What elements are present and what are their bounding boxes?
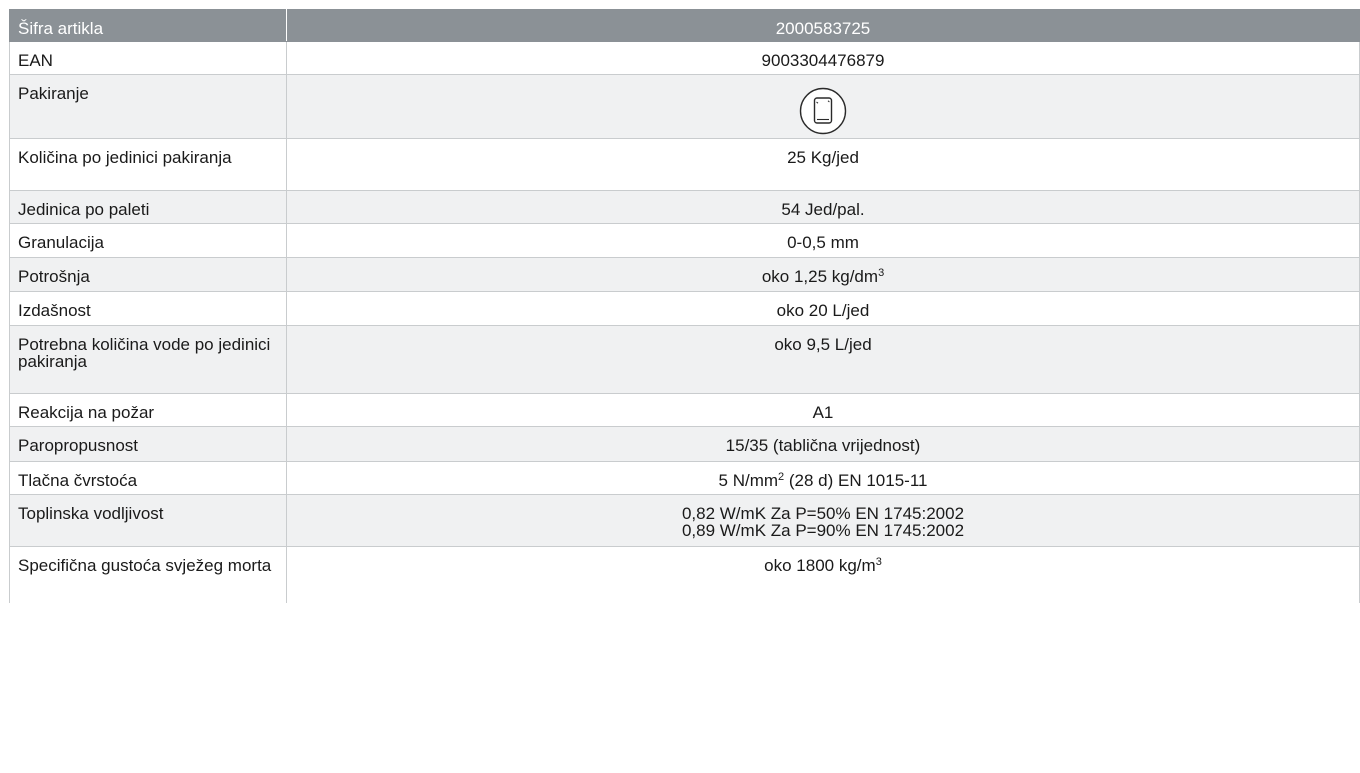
table-row: [10, 224, 1360, 258]
table-row: [10, 258, 1360, 292]
bag-package-icon: [799, 87, 847, 138]
row-value: oko 9,5 L/jed: [287, 326, 1360, 394]
table-row: [10, 75, 1360, 139]
row-label: Paropropusnost: [10, 427, 287, 462]
row-value: 9003304476879: [287, 42, 1360, 75]
row-value: 54 Jed/pal.: [287, 191, 1360, 224]
row-value: oko 1,25 $kg/dm^3$: [287, 258, 1360, 292]
row-label: Reakcija na požar: [10, 394, 287, 427]
table-row: [10, 191, 1360, 224]
row-label: Jedinica po paleti: [10, 191, 287, 224]
row-label: EAN: [10, 42, 287, 75]
row-label: Tlačna čvrstoća: [10, 462, 287, 495]
table-row: [10, 292, 1360, 326]
row-label: Pakiranje: [10, 75, 287, 139]
row-value: 5 $N/mm^2$ (28 d) EN 1015-11: [287, 462, 1360, 495]
row-label: Potrošnja: [10, 258, 287, 292]
table-row: [10, 394, 1360, 427]
row-value: oko 20 L/jed: [287, 292, 1360, 326]
row-label: Izdašnost: [10, 292, 287, 326]
row-label: Količina po jedinici pakiranja: [10, 139, 287, 191]
row-value: [287, 75, 1360, 139]
row-value: 0,82 W/mK Za P=50% EN 1745:2002 0,89 W/mK Za P=90% EN 1745:2002: [287, 495, 1360, 547]
row-label: Specifična gustoća svježeg morta: [10, 547, 287, 603]
table-row: [10, 139, 1360, 191]
row-label: Potrebna količina vode po jedinici pakiranja: [10, 326, 287, 394]
row-label: Granulacija: [10, 224, 287, 258]
header-label: Šifra artikla: [10, 10, 287, 42]
row-value: A1: [287, 394, 1360, 427]
header-value: 2000583725: [287, 10, 1360, 42]
row-value: 0-0,5 mm: [287, 224, 1360, 258]
table-header-row: [10, 10, 1360, 42]
table-row: [10, 326, 1360, 394]
row-value: 25 Kg/jed: [287, 139, 1360, 191]
table-row: [10, 42, 1360, 75]
row-value: oko 1800 $kg/m^3$: [287, 547, 1360, 603]
table-row: [10, 462, 1360, 495]
product-spec-table: [9, 9, 1360, 603]
table-row: [10, 547, 1360, 603]
table-row: [10, 495, 1360, 547]
row-label: Toplinska vodljivost: [10, 495, 287, 547]
row-value: 15/35 (tablična vrijednost): [287, 427, 1360, 462]
table-row: [10, 427, 1360, 462]
